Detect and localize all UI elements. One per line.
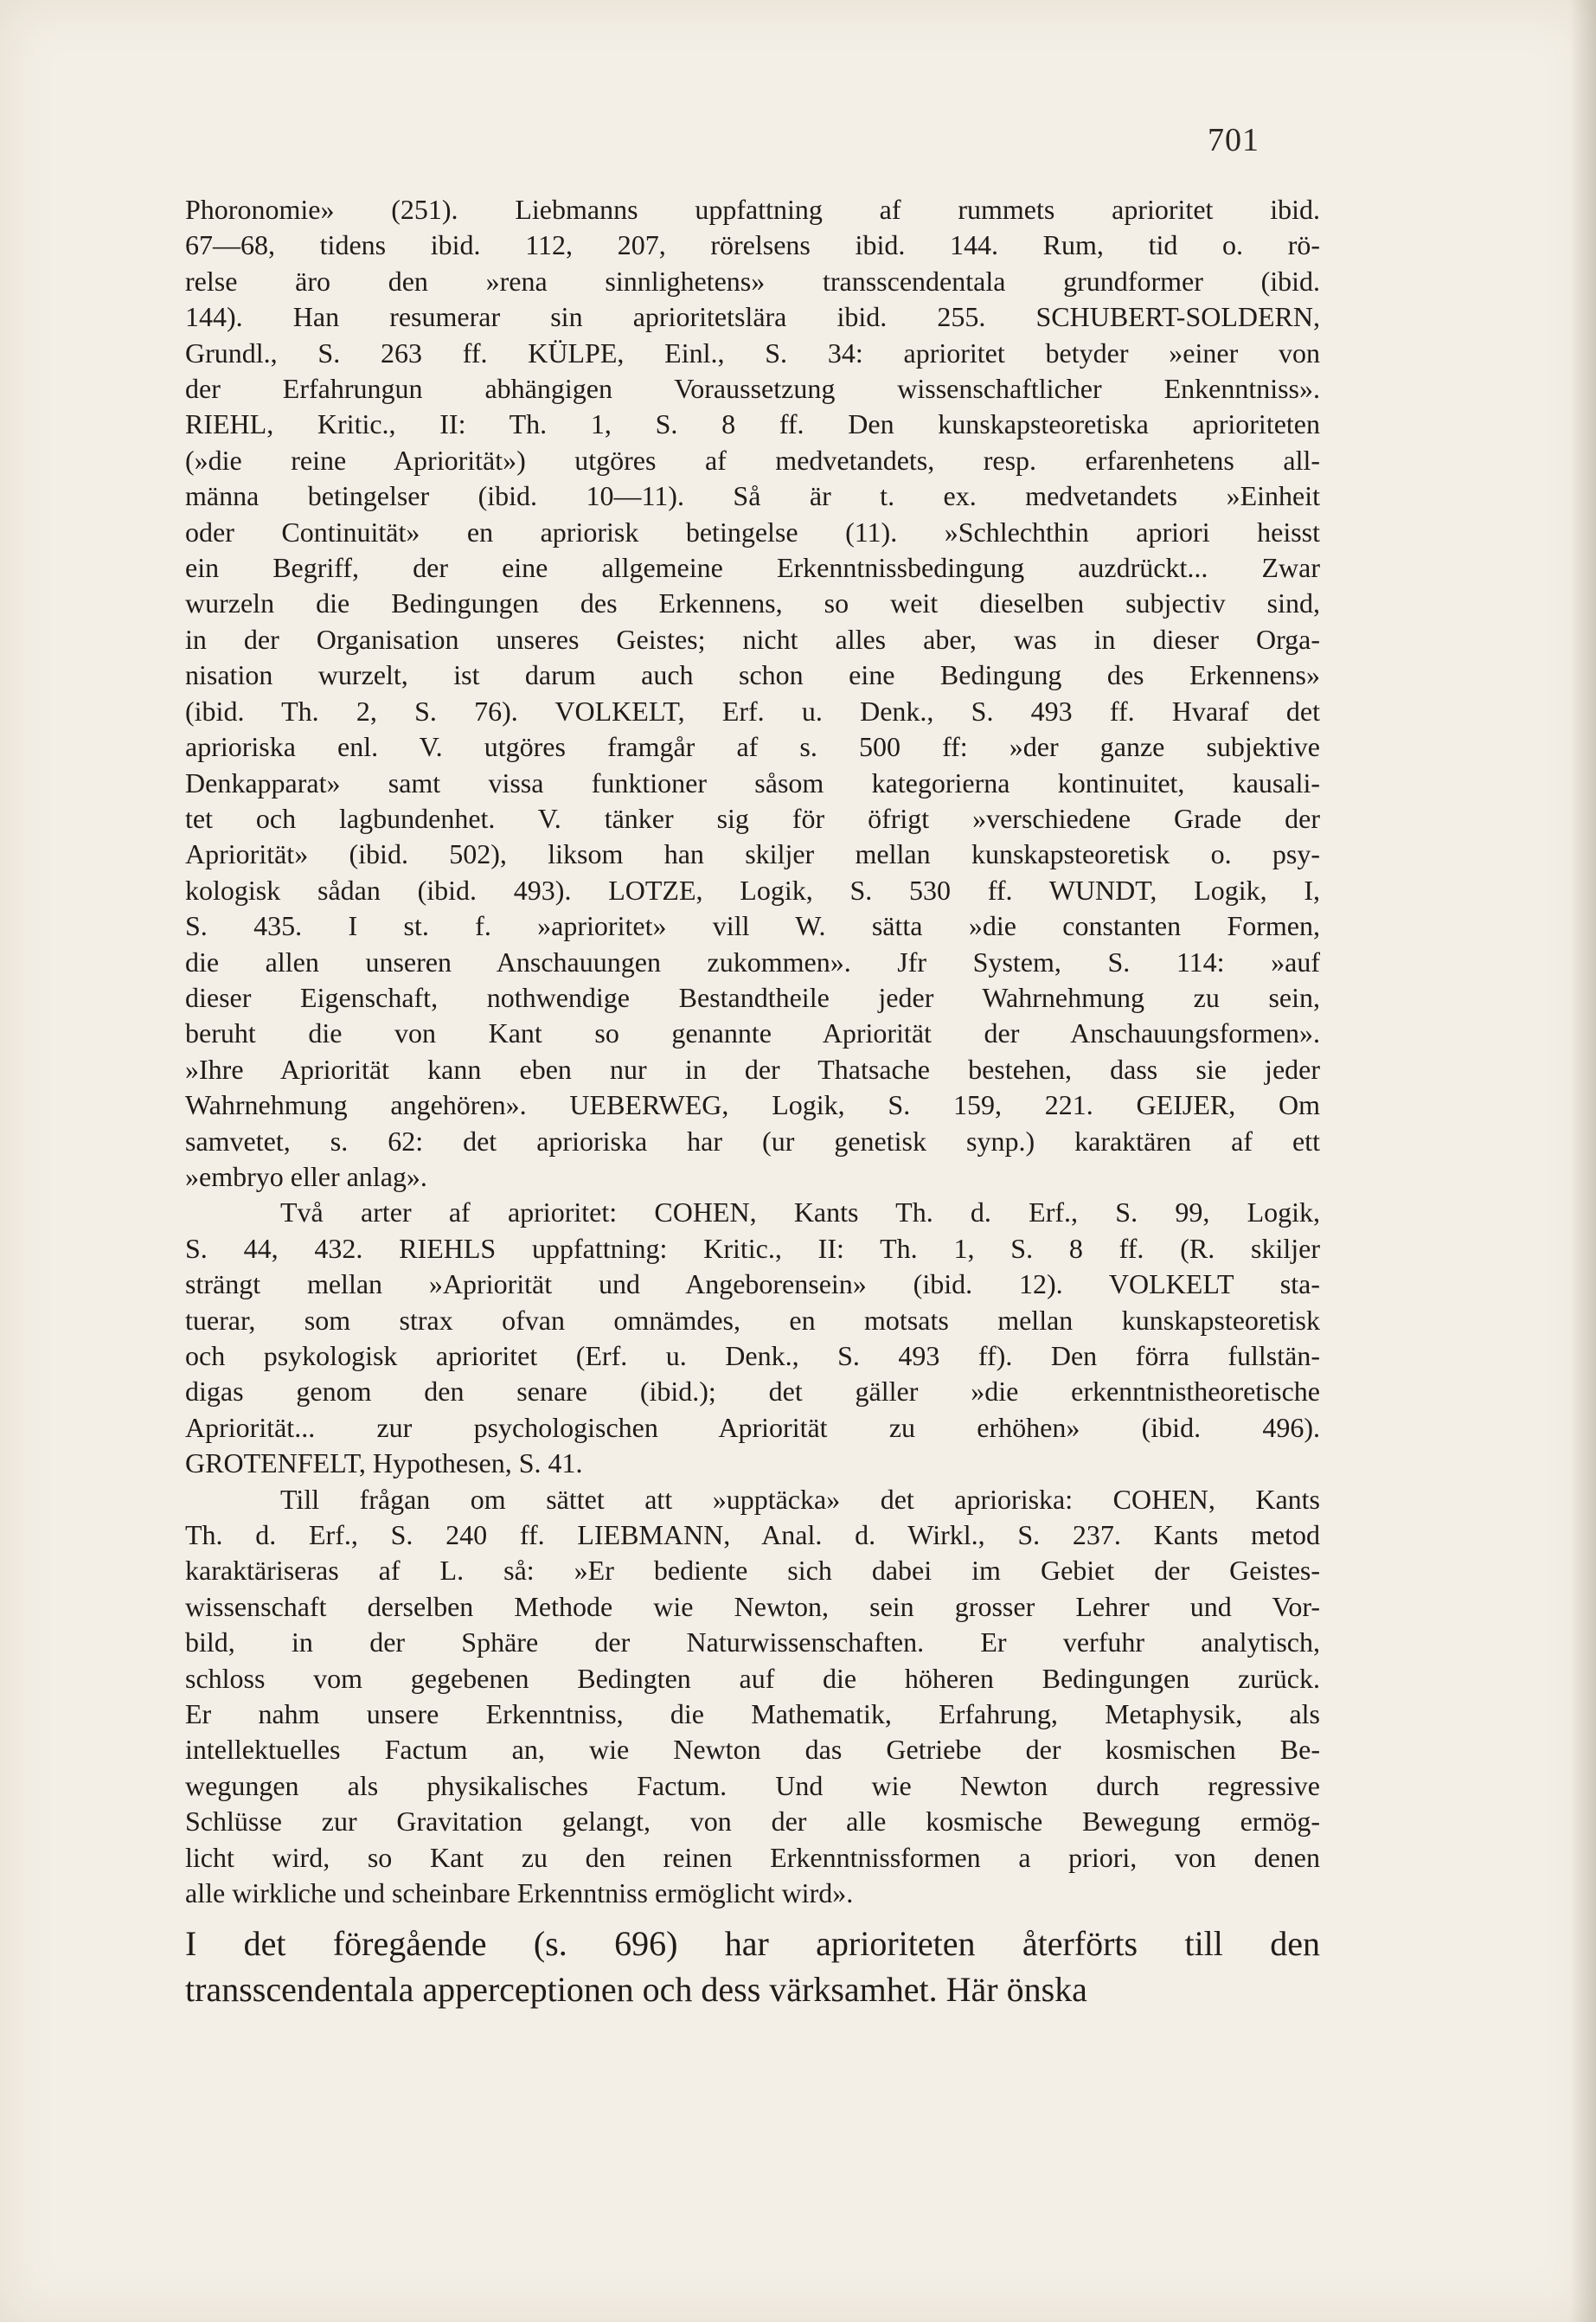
text-line: männa betingelser (ibid. 10—11). Så är t. ex. medvetandets »Einheit (185, 480, 1320, 512)
text-line: Phoronomie» (251). Liebmanns uppfattning af rummets aprioritet ibid. (185, 194, 1320, 225)
text-line: ein Begriff, der eine allgemeine Erkenntnissbedingung auzdrückt... Zwar (185, 552, 1320, 584)
text-line: digas genom den senare (ibid.); det gäller »die erkenntnistheoretische (185, 1376, 1320, 1408)
text-line: (»die reine Apriorität») utgöres af medvetandets, resp. erfarenhetens all- (185, 444, 1320, 476)
note-paragraph (185, 1482, 1320, 1912)
text-line: transscendentala apperceptionen och dess värksamhet. Här önska (185, 1969, 1087, 2009)
text-line: Wahrnehmung angehören». UEBERWEG, Logik, S. 159, 221. GEIJER, Om (185, 1089, 1320, 1121)
text-line: karaktäriseras af L. så: »Er bediente sich dabei im Gebiet der Geistes- (185, 1555, 1320, 1587)
text-line: nisation wurzelt, ist darum auch schon eine Bedingung des Erkennens» (185, 659, 1320, 691)
text-line: licht wird, so Kant zu den reinen Erkenntnissformen a priori, von denen (185, 1841, 1320, 1873)
note-paragraph (185, 192, 1320, 1195)
page-number: 701 (1208, 122, 1259, 158)
text-line: Th. d. Erf., S. 240 ff. LIEBMANN, Anal. d. Wirkl., S. 237. Kants metod (185, 1519, 1320, 1551)
text-line: och psykologisk aprioritet (Erf. u. Denk., S. 493 ff). Den förra fullstän- (185, 1340, 1320, 1371)
text-line: Två arter af aprioritet: COHEN, Kants Th. d. Erf., S. 99, Logik, (280, 1196, 1320, 1228)
text-line: Apriorität... zur psychologischen Apriorität zu erhöhen» (ibid. 496). (185, 1411, 1320, 1443)
text-line: relse äro den »rena sinnlighetens» transscendentala grundformer (ibid. (185, 265, 1320, 297)
text-line: bild, in der Sphäre der Naturwissenschaften. Er verfuhr analytisch, (185, 1626, 1320, 1658)
text-line: Schlüsse zur Gravitation gelangt, von der alle kosmische Bewegung ermög- (185, 1806, 1320, 1838)
text-line: GROTENFELT, Hypothesen, S. 41. (185, 1447, 583, 1479)
text-line: Grundl., S. 263 ff. KÜLPE, Einl., S. 34: aprioritet betyder »einer von (185, 337, 1320, 369)
text-line: der Erfahrungun abhängigen Voraussetzung wissenschaftlicher Enkenntniss». (185, 373, 1320, 405)
text-line: Till frågan om sättet att »upptäcka» det aprioriska: COHEN, Kants (280, 1483, 1320, 1515)
text-line: wurzeln die Bedingungen des Erkennens, so weit dieselben subjectiv sind, (185, 587, 1320, 619)
text-line: in der Organisation unseres Geistes; nicht alles aber, was in dieser Orga- (185, 623, 1320, 655)
text-line: 67—68, tidens ibid. 112, 207, rörelsens ibid. 144. Rum, tid o. rö- (185, 229, 1320, 261)
text-line: intellektuelles Factum an, wie Newton das Getriebe der kosmischen Be- (185, 1734, 1320, 1766)
text-line: Apriorität» (ibid. 502), liksom han skiljer mellan kunskapsteoretisk o. psy- (185, 838, 1320, 870)
text-line: oder Continuität» en apriorisk betingelse (11). »Schlechthin apriori heisst (185, 516, 1320, 548)
text-line: RIEHL, Kritic., II: Th. 1, S. 8 ff. Den kunskapsteoretiska aprioriteten (185, 408, 1320, 440)
text-line: aprioriska enl. V. utgöres framgår af s. 500 ff: »der ganze subjektive (185, 731, 1320, 763)
text-line: wegungen als physikalisches Factum. Und wie Newton durch regressive (185, 1769, 1320, 1801)
text-line: tet och lagbundenhet. V. tänker sig för öfrigt »verschiedene Grade der (185, 802, 1320, 834)
text-line: »Ihre Apriorität kann eben nur in der Thatsache bestehen, dass sie jeder (185, 1053, 1320, 1085)
text-line: Er nahm unsere Erkenntniss, die Mathematik, Erfahrung, Metaphysik, als (185, 1698, 1320, 1730)
text-line: strängt mellan »Apriorität und Angeborensein» (ibid. 12). VOLKELT sta- (185, 1268, 1320, 1300)
text-line: »embryo eller anlag». (185, 1160, 427, 1192)
text-line: samvetet, s. 62: det aprioriska har (ur genetisk synp.) karaktären af ett (185, 1125, 1320, 1157)
text-line: 144). Han resumerar sin aprioritetslära ibid. 255. SCHUBERT-SOLDERN, (185, 301, 1320, 333)
text-line: Denkapparat» samt vissa funktioner såsom kategorierna kontinuitet, kausali- (185, 767, 1320, 799)
text-line: beruht die von Kant so genannte Apriorität der Anschauungsformen». (185, 1017, 1320, 1049)
text-line: kologisk sådan (ibid. 493). LOTZE, Logik, S. 530 ff. WUNDT, Logik, I, (185, 874, 1320, 906)
text-line: schloss vom gegebenen Bedingten auf die höheren Bedingungen zurück. (185, 1662, 1320, 1694)
text-line: tuerar, som strax ofvan omnämdes, en motsats mellan kunskapsteoretisk (185, 1304, 1320, 1336)
page-body (185, 192, 1320, 2012)
text-line: S. 44, 432. RIEHLS uppfattning: Kritic., II: Th. 1, S. 8 ff. (R. skiljer (185, 1232, 1320, 1264)
text-line: die allen unseren Anschauungen zukommen». Jfr System, S. 114: »auf (185, 946, 1320, 978)
main-text-paragraph (185, 1921, 1320, 2012)
text-line: alle wirkliche und scheinbare Erkenntniss ermöglicht wird». (185, 1877, 854, 1909)
text-line: wissenschaft derselben Methode wie Newton, sein grosser Lehrer und Vor- (185, 1590, 1320, 1622)
text-line: (ibid. Th. 2, S. 76). VOLKELT, Erf. u. Denk., S. 493 ff. Hvaraf det (185, 695, 1320, 727)
text-line: S. 435. I st. f. »aprioritet» vill W. sätta »die constanten Formen, (185, 910, 1320, 942)
text-line: I det föregående (s. 696) har aprioriteten återförts till den (185, 1923, 1320, 1963)
note-paragraph (185, 1195, 1320, 1481)
text-line: dieser Eigenschaft, nothwendige Bestandtheile jeder Wahrnehmung zu sein, (185, 981, 1320, 1013)
